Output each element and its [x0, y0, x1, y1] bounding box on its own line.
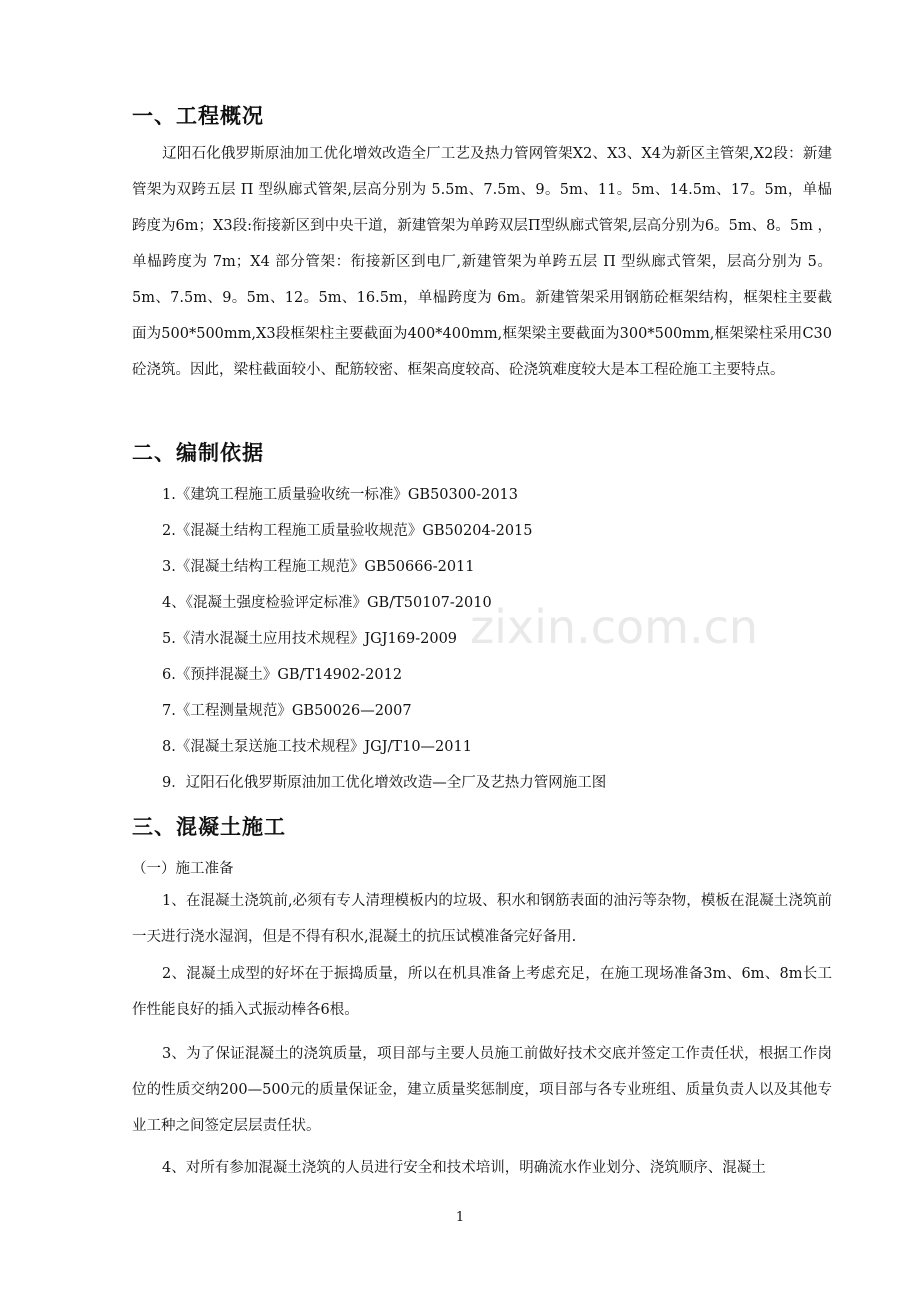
reference-item-2: 2.《混凝土结构工程施工质量验收规范》GB50204-2015	[162, 523, 533, 539]
section-heading-basis: 二、编制依据	[132, 441, 264, 465]
watermark-text: zixin.com.cn	[470, 600, 759, 654]
reference-item-9: 9．辽阳石化俄罗斯原油加工优化增效改造—全厂及艺热力管网施工图	[162, 775, 607, 791]
subsection-heading-preparation: （一）施工准备	[132, 861, 234, 877]
reference-item-6: 6.《预拌混凝土》GB/T14902-2012	[162, 667, 403, 683]
reference-item-3: 3.《混凝土结构工程施工规范》GB50666-2011	[162, 559, 475, 575]
section-heading-overview: 一、工程概况	[132, 104, 264, 128]
preparation-paragraph-4: 4、对所有参加混凝土浇筑的人员进行安全和技术培训，明确流水作业划分、浇筑顺序、混凝土	[162, 1160, 766, 1176]
reference-item-1: 1.《建筑工程施工质量验收统一标准》GB50300-2013	[162, 487, 518, 503]
page-number: 1	[455, 1210, 465, 1225]
preparation-paragraph-2: 2、混凝土成型的好坏在于振捣质量，所以在机具准备上考虑充足，在施工现场准备3m、6m、8m长工作性能良好的插入式振动棒各6根。	[132, 966, 832, 1018]
preparation-paragraph-3: 3、为了保证混凝土的浇筑质量，项目部与主要人员施工前做好技术交底并签定工作责任状，根据工作岗位的性质交纳200—500元的质量保证金，建立质量奖惩制度，项目部与各专业班组、质量负责人以及其他专业工种之间签定层层责任状。	[132, 1046, 832, 1134]
reference-item-5: 5.《清水混凝土应用技术规程》JGJ169-2009	[162, 631, 458, 647]
overview-paragraph: 辽阳石化俄罗斯原油加工优化增效改造全厂工艺及热力管网管架X2、X3、X4为新区主管架,X2段：新建管架为双跨五层 Π 型纵廊式管架,层高分别为 5.5m、7.5m、9。5m、11。5m、14.5m、17。5m，单榀跨度为6m；X3段:衔接新区到中央干道，新建管架为单跨双层Π型纵廊式管架,层高分别为6。5m、8。5m ，单榀跨度为 7m；X4 部分管架：衔接新区到电厂,新建管架为单跨五层 Π 型纵廊式管架，层高分别为 5。5m、7.5m、9。5m、12。5m、16.5m，单榀跨度为 6m。新建管架采用钢筋砼框架结构，框架柱主要截面为500*500mm,X3段框架柱主要截面为400*400mm,框架梁主要截面为300*500mm,框架梁柱采用C30砼浇筑。因此，梁柱截面较小、配筋较密、框架高度较高、砼浇筑难度较大是本工程砼施工主要特点。	[132, 146, 832, 378]
reference-item-4: 4、《混凝土强度检验评定标准》GB/T50107-2010	[162, 595, 492, 611]
reference-item-7: 7.《工程测量规范》GB50026—2007	[162, 703, 412, 719]
reference-item-8: 8.《混凝土泵送施工技术规程》JGJ/T10—2011	[162, 739, 472, 755]
section-heading-concrete: 三、混凝土施工	[132, 815, 286, 839]
preparation-paragraph-1: 1、在混凝土浇筑前,必须有专人清理模板内的垃圾、积水和钢筋表面的油污等杂物，模板在混凝土浇筑前一天进行浇水湿润，但是不得有积水,混凝土的抗压试模准备完好备用.	[132, 893, 832, 945]
